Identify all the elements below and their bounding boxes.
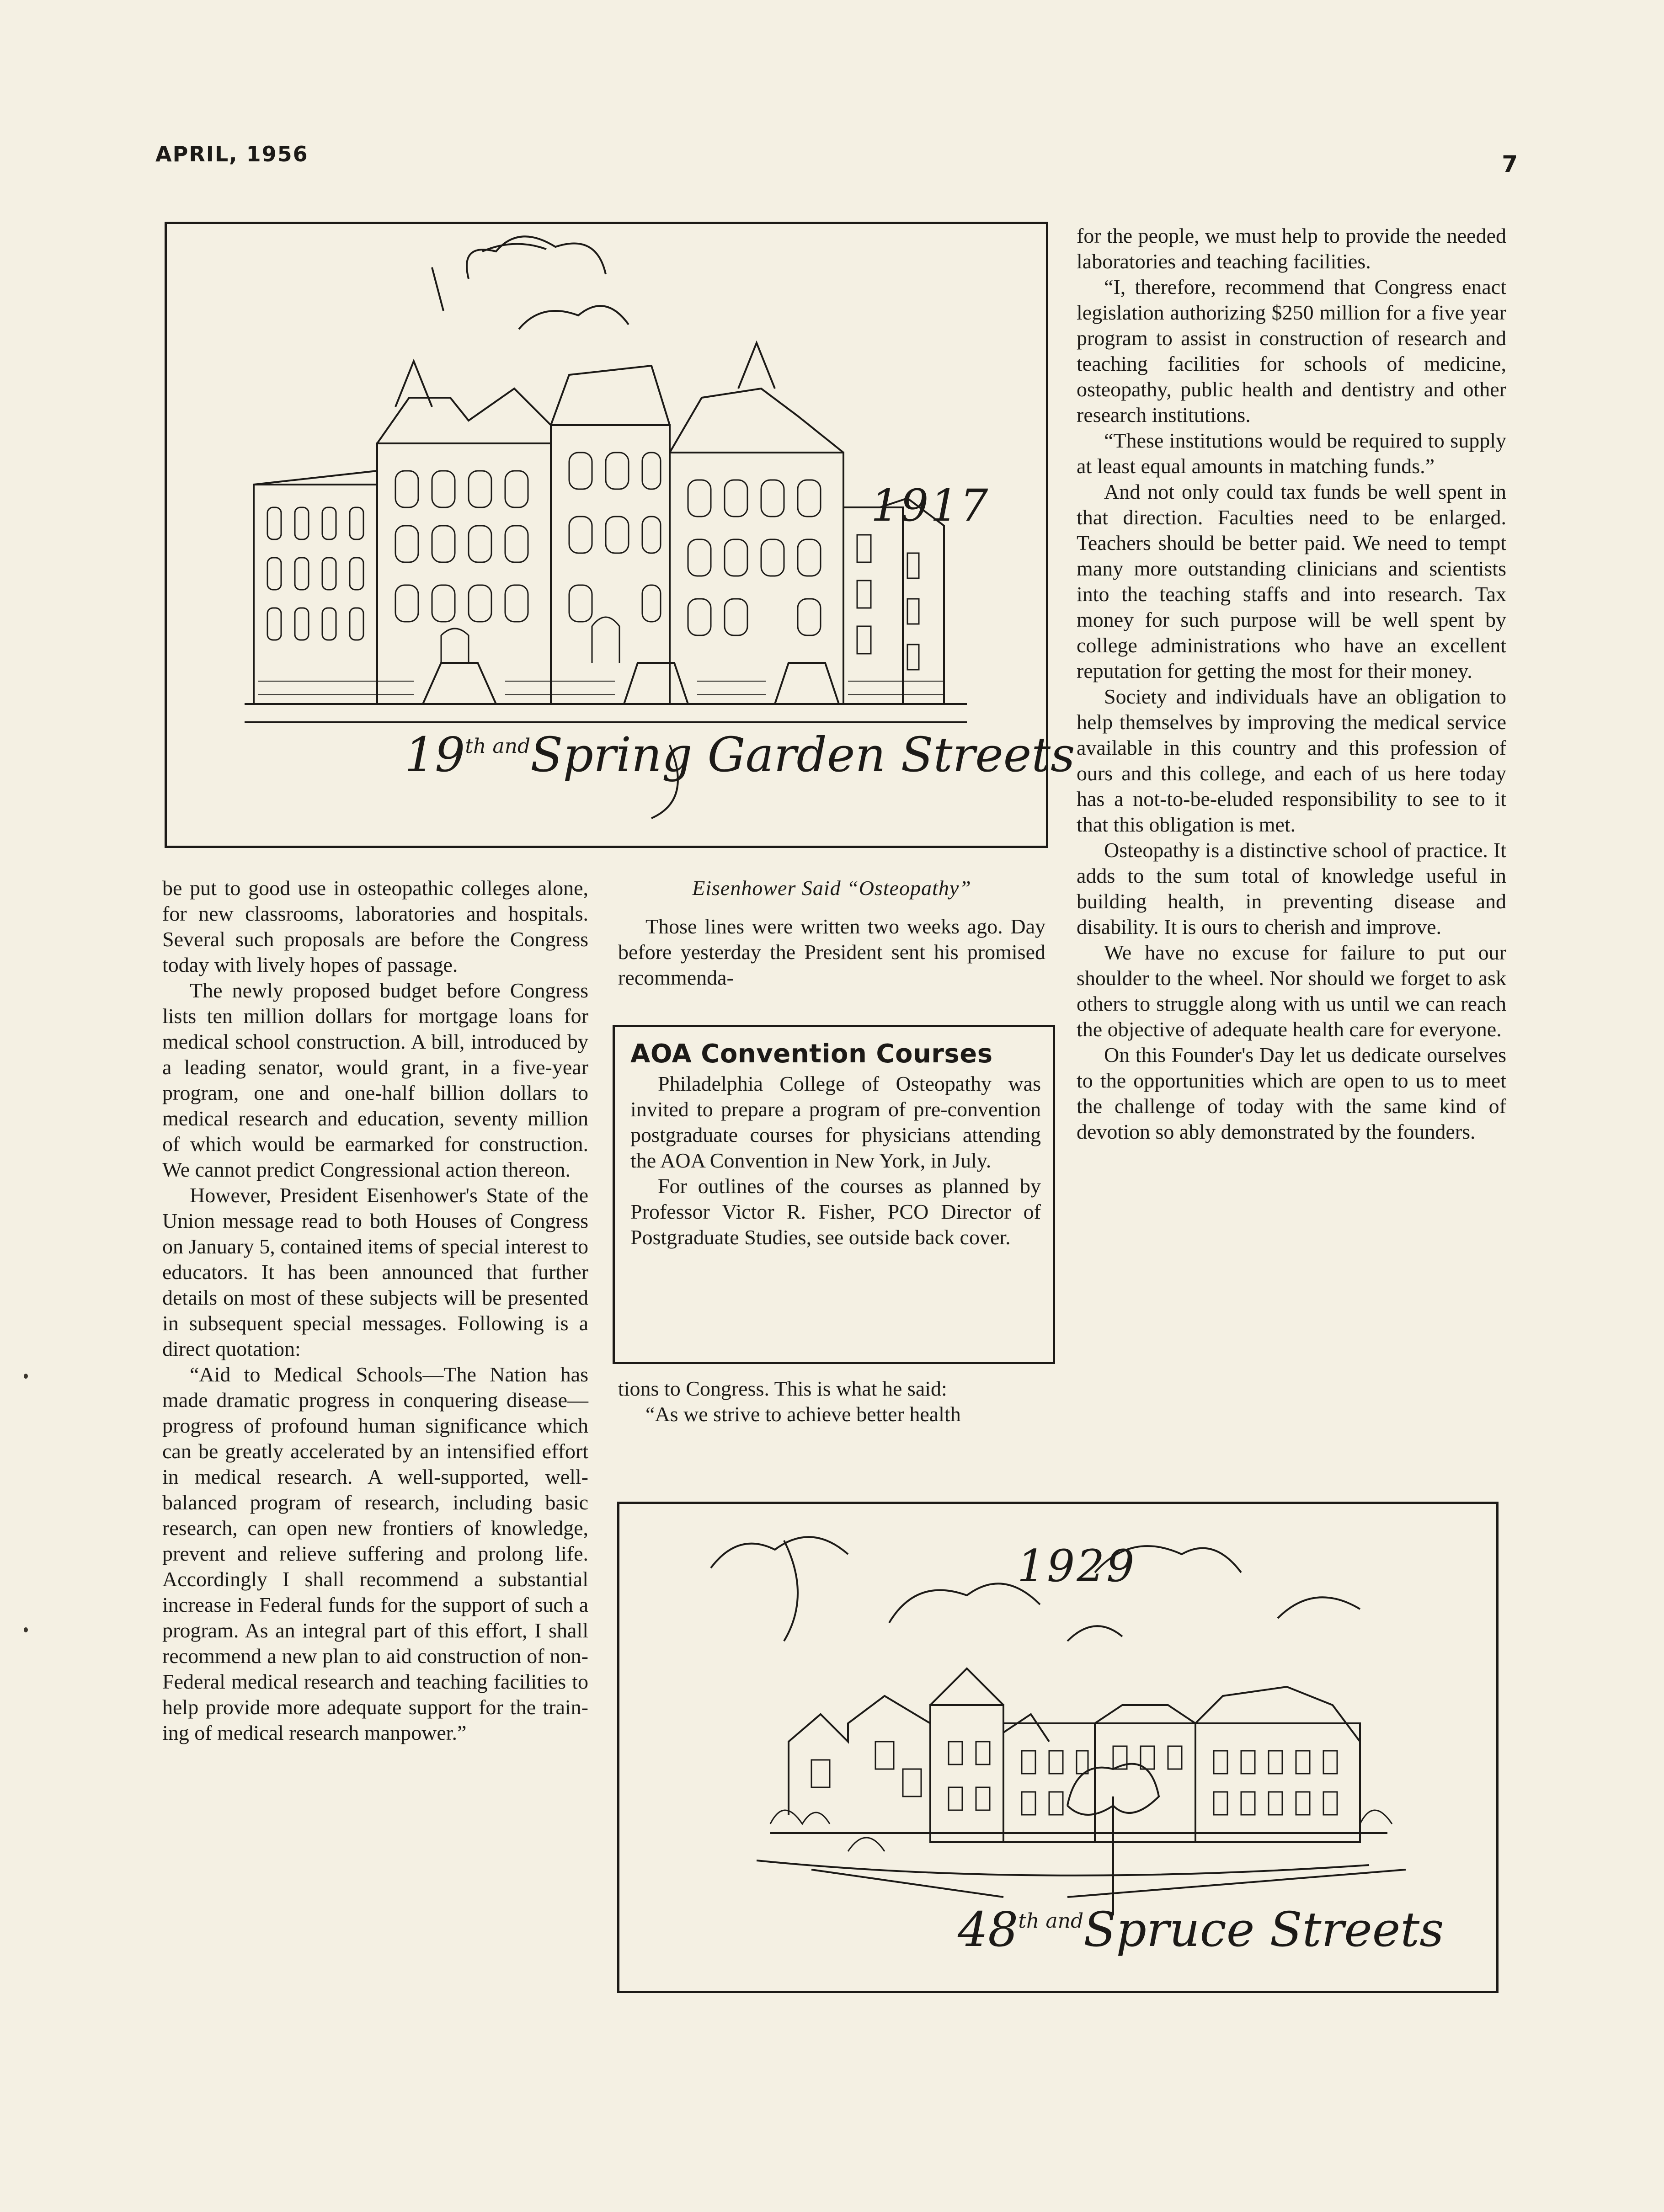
street-and: and (492, 735, 531, 758)
aoa-paragraph-1: Philadelphia College of Osteopathy was invited to prepare a program of pre-convention postgraduate courses for physicians attending the AOA Convention in New York, in July. (630, 1072, 1041, 1172)
street-ordinal: th (465, 735, 486, 758)
year-label-1917: 1917 (871, 480, 990, 531)
street-ordinal: th (1018, 1909, 1040, 1933)
street-number: 19 (405, 727, 465, 783)
page-number: 7 (1502, 151, 1518, 177)
article-left-column (162, 875, 588, 1746)
illustration-1917-building (165, 222, 1075, 848)
right-paragraph-6: Osteopathy is a distinctive school of practice. It adds to the sum total of knowledge useful in building health, in preventing disease and disability. It is ours to cherish and improve. (1077, 838, 1506, 938)
street-and: and (1045, 1909, 1084, 1933)
aoa-box-title: AOA Convention Courses (630, 1039, 993, 1069)
right-paragraph-4: And not only could tax funds be well spent in that direction. Faculties need to be enlarged. Teachers should be better paid. We need to tempt many more outstanding clinicians and scientists into the teaching staffs and into research. Tax money for such purpose will be well spent by college administrations who have an excellent reputation for getting the most for their money. (1077, 480, 1506, 682)
article-middle-column-bottom (618, 1376, 1045, 1427)
right-paragraph-2: “I, therefore, recommend that Congress enact legislation authorizing $250 million for a five year program to assist in construction of research and teaching facilities for schools of medicine, osteopathy, public health and dentistry and other research institutions. (1077, 275, 1506, 426)
left-paragraph-3: However, President Eisenhower's State of the Union message read to both Houses of Congress on January 5, contained items of special interest to educators. It has been announced that further details on most of these subjects will be presented in subsequent special messages. Following is a direct quotation: (162, 1183, 588, 1360)
right-paragraph-7: We have no excuse for failure to put our shoulder to the wheel. Nor should we forget to ask others to struggle along with us until we can reach the objective of adequate health care for everyone. (1077, 941, 1506, 1041)
left-paragraph-1: be put to good use in osteopathic colleges alone, for new classrooms, laboratories and hospitals. Several such proposals are before the Congress today with lively hopes of passage. (162, 876, 588, 976)
illustration-1929-building (617, 1502, 1499, 1993)
right-paragraph-3: “These institutions would be required to supply at least equal amounts in matching funds.” (1077, 429, 1506, 478)
aoa-convention-box (613, 1025, 1055, 1364)
section-subhead: Eisenhower Said “Osteopathy” (692, 876, 971, 900)
issue-date: APRIL, 1956 (155, 142, 309, 166)
page-header (155, 142, 1518, 178)
middle-paragraph-1: Those lines were written two weeks ago. Day before yesterday the President sent his promised recommenda- (618, 915, 1045, 989)
article-right-column (1077, 223, 1506, 1145)
article-middle-column-top (618, 875, 1045, 991)
year-label-1929: 1929 (1017, 1540, 1136, 1592)
middle-paragraph-3: “As we strive to achieve better health (645, 1402, 961, 1426)
right-paragraph-8: On this Founder's Day let us dedicate ourselves to the opportunities which are open to us to meet the challenge of today with the same kind of devotion so ably demonstrated by the founders. (1077, 1043, 1506, 1143)
left-paragraph-4: “Aid to Medical Schools—The Nation has made dramatic progress in conquering disease—progress of profound human significance which can be greatly accelerated by an intensified effort in medical research. A well-supported, well-balanced program of research, including basic research, can open new frontiers of knowledge, prevent and relieve suffering and prolong life. Accordingly I shall recommend a substantial increase in Federal funds for the support of such a program. As an integral part of this effort, I shall recommend a new plan to aid construction of non-Federal medical research and teaching facilities to help provide more adequate support for the training of medical research manpower.” (162, 1363, 588, 1744)
scan-speck (24, 1627, 28, 1632)
street-number: 48 (958, 1902, 1019, 1957)
street-name: Spring Garden Streets (530, 727, 1075, 783)
street-label-spring-garden (405, 727, 1075, 783)
street-label-spruce (958, 1902, 1444, 1957)
middle-paragraph-2: tions to Congress. This is what he said: (618, 1377, 947, 1400)
scan-speck (24, 1374, 28, 1379)
aoa-paragraph-2: For outlines of the courses as planned by Professor Victor R. Fisher, PCO Director of Postgraduate Studies, see outside back cover. (630, 1174, 1041, 1249)
street-name: Spruce Streets (1083, 1902, 1444, 1957)
right-paragraph-1: for the people, we must help to provide the needed laboratories and teaching facilities. (1077, 224, 1506, 273)
right-paragraph-5: Society and individuals have an obligation to help themselves by improving the medical service available in this country and this profession of ours and this college, and each of us here today has a not-to-be-eluded responsibility to see to it that this obligation is met. (1077, 685, 1506, 836)
left-paragraph-2: The newly proposed budget before Congress lists ten million dollars for mortgage loans for medical school construction. A bill, introduced by a leading senator, would grant, in a five-year program, one and one-half billion dollars to medical research and education, seventy million of which would be earmarked for construction. We cannot predict Congressional action thereon. (162, 979, 588, 1181)
